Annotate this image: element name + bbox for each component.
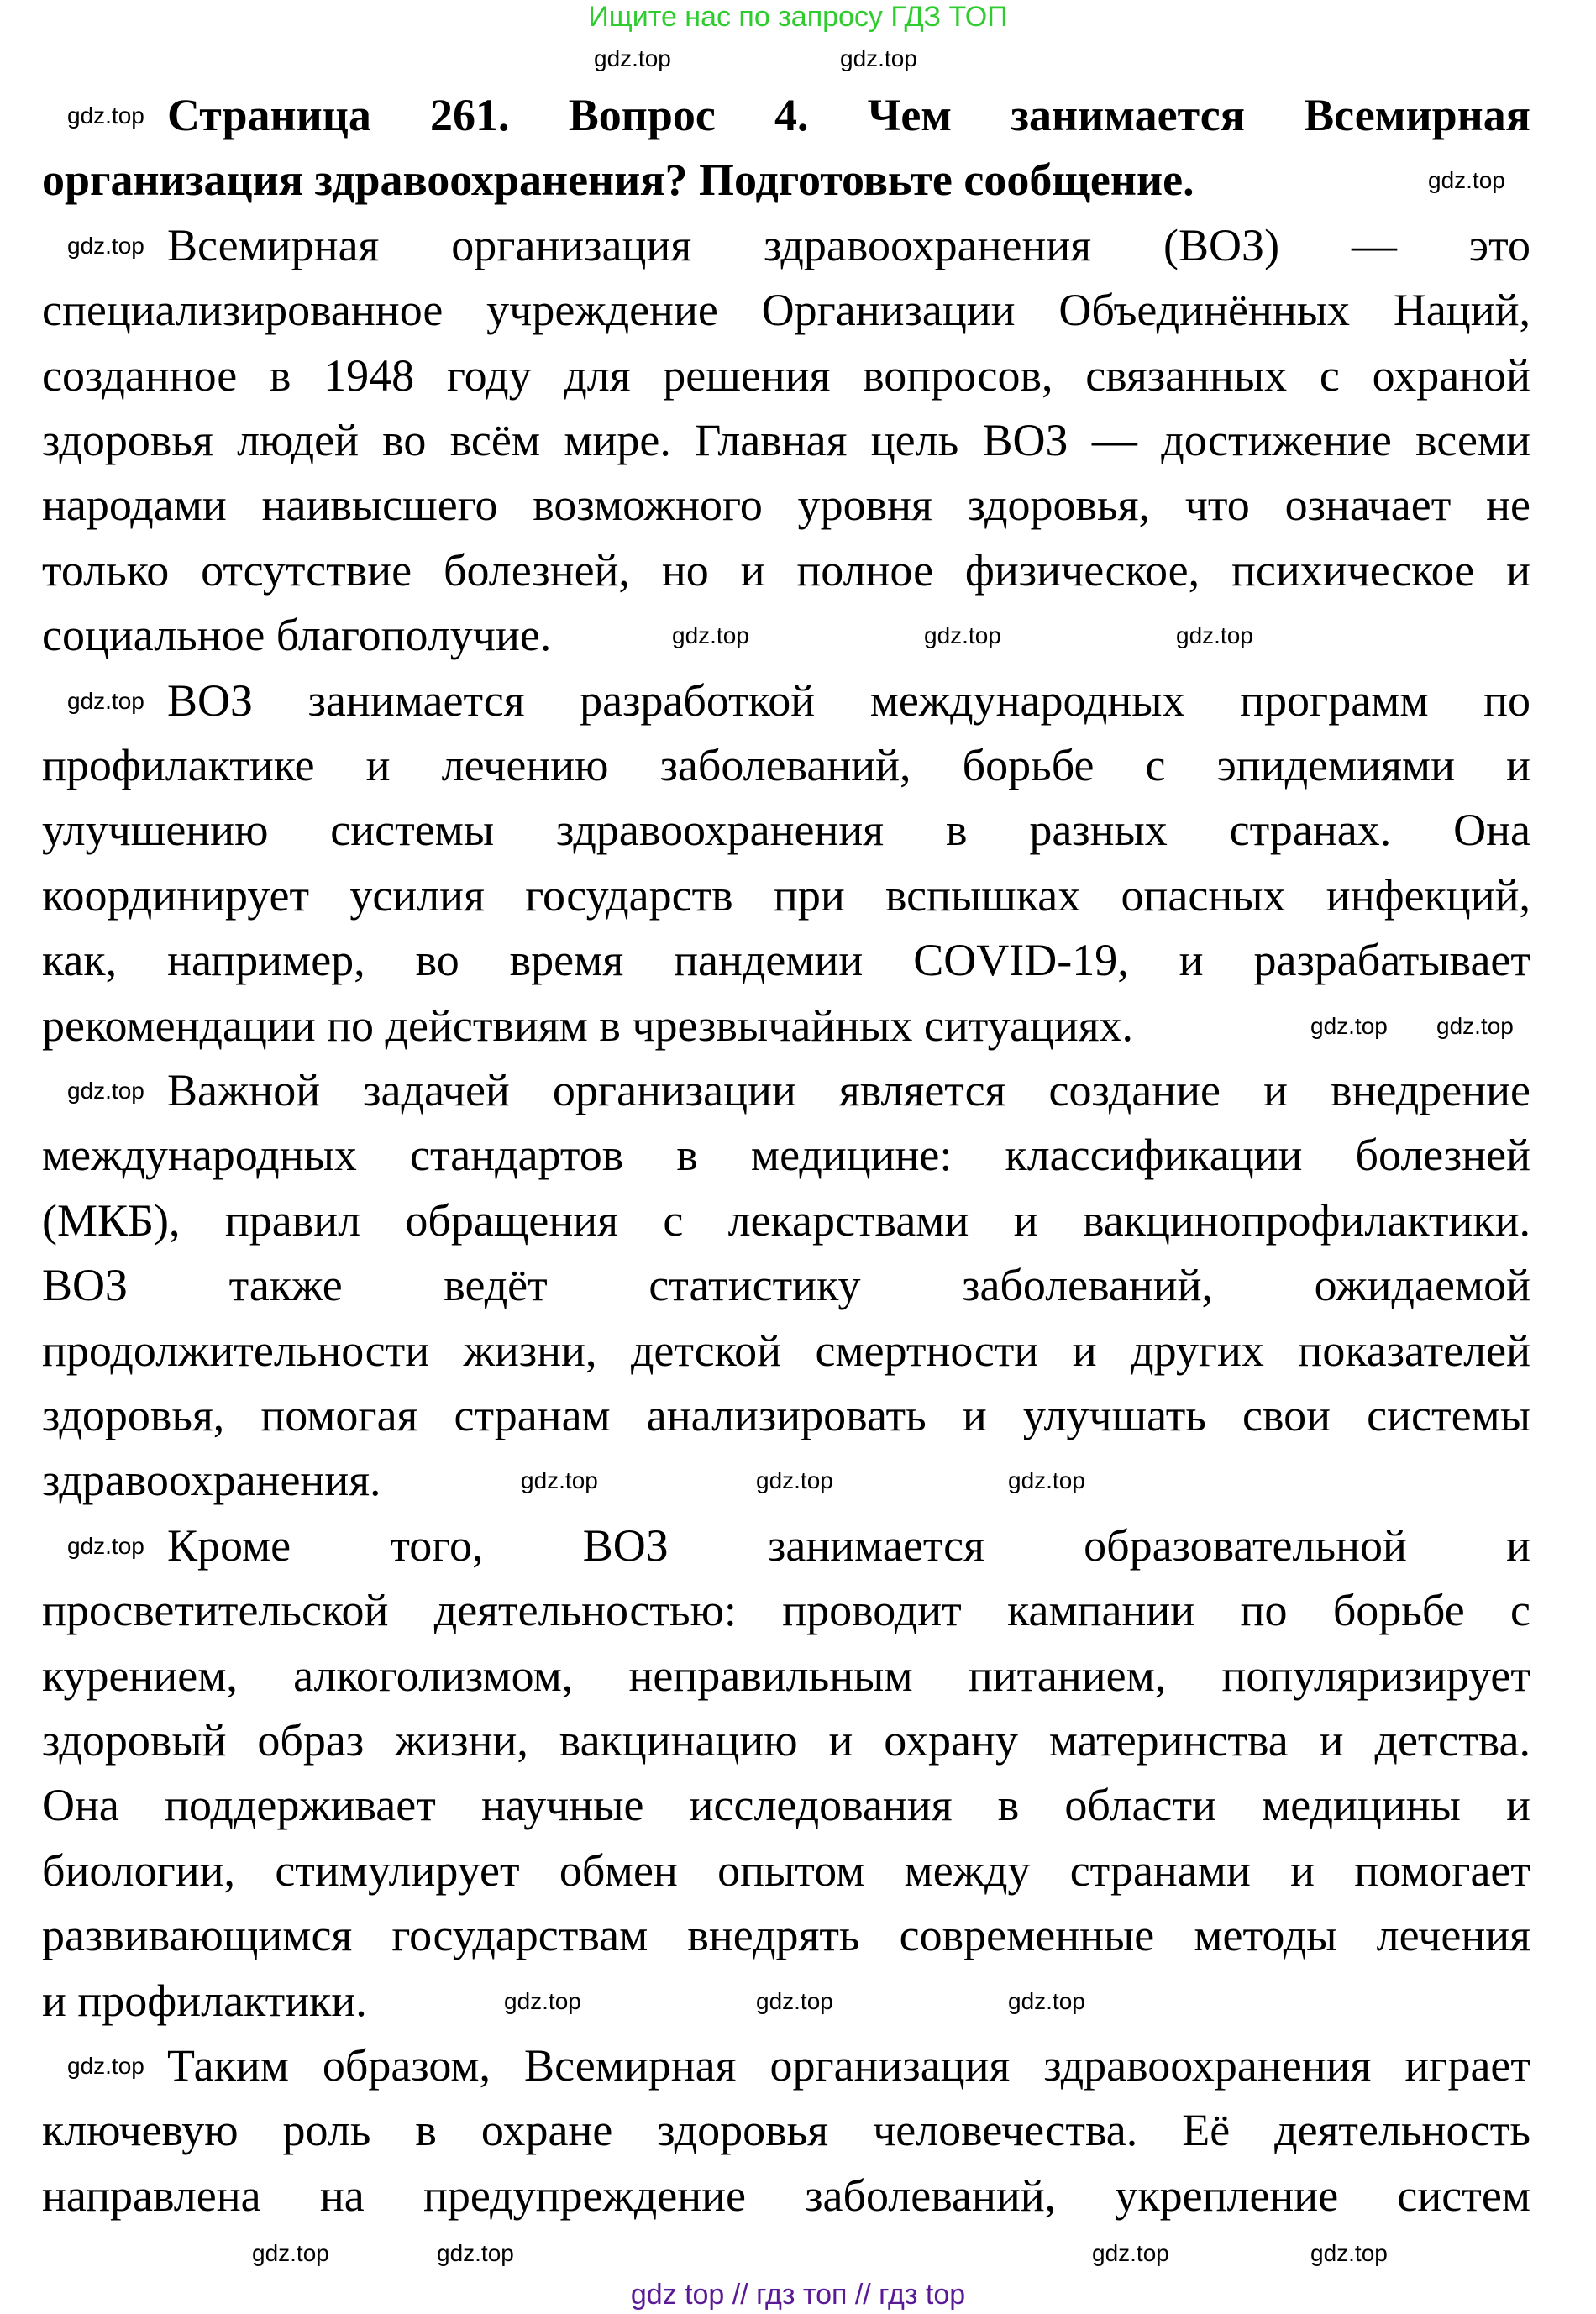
search-banner: Ищите нас по запросу ГДЗ ТОП xyxy=(588,1,1008,33)
answer-paragraph-line: Она поддерживает научные исследования в области медицины и xyxy=(42,1780,1530,1831)
answer-paragraph-line: только отсутствие болезней, но и полное физическое, психическое и xyxy=(42,544,1530,596)
answer-paragraph-line: ВОЗ занимается разработкой международных программ по xyxy=(167,674,1530,726)
answer-paragraph-line: здоровья людей во всём мире. Главная цель ВОЗ — достижение всеми xyxy=(42,415,1530,465)
answer-paragraph-line: курением, алкоголизмом, неправильным питанием, популяризирует xyxy=(42,1650,1530,1701)
gdz-watermark: gdz.top xyxy=(504,1987,581,2014)
gdz-watermark: gdz.top xyxy=(67,102,144,129)
answer-paragraph-line: созданное в 1948 году для решения вопросов, связанных с охраной xyxy=(42,349,1530,401)
gdz-watermark: gdz.top xyxy=(1008,1987,1085,2014)
answer-paragraph-line: направлена на предупреждение заболеваний, укрепление систем xyxy=(42,2170,1530,2221)
gdz-watermark: gdz.top xyxy=(521,1467,598,1494)
gdz-watermark: gdz.top xyxy=(1310,2240,1388,2266)
answer-paragraph-line: продолжительности жизни, детской смертности и других показателей xyxy=(42,1325,1530,1376)
gdz-watermark: gdz.top xyxy=(840,45,917,71)
gdz-watermark: gdz.top xyxy=(672,622,749,649)
gdz-watermark: gdz.top xyxy=(756,1987,833,2014)
gdz-watermark: gdz.top xyxy=(1008,1467,1085,1494)
gdz-watermark: gdz.top xyxy=(437,2240,514,2266)
answer-paragraph-line: (МКБ), правил обращения с лекарствами и вакцинопрофилактики. xyxy=(42,1194,1530,1246)
answer-paragraph-line: просветительской деятельностью: проводит кампании по борьбе с xyxy=(42,1585,1530,1636)
answer-paragraph-line: Таким образом, Всемирная организация здравоохранения играет xyxy=(167,2040,1530,2091)
gdz-watermark: gdz.top xyxy=(67,1078,144,1104)
answer-paragraph-line: здравоохранения. xyxy=(42,1455,381,1506)
gdz-watermark: gdz.top xyxy=(756,1467,833,1494)
gdz-watermark: gdz.top xyxy=(1176,622,1253,649)
answer-paragraph-line: здоровья, помогая странам анализировать и улучшать свои системы xyxy=(42,1390,1530,1440)
answer-paragraph-line: ключевую роль в охране здоровья человечества. Её деятельность xyxy=(42,2105,1530,2156)
gdz-watermark: gdz.top xyxy=(67,232,144,259)
answer-paragraph-line: специализированное учреждение Организации Объединённых Наций, xyxy=(42,285,1530,336)
answer-paragraph-line: развивающимся государствам внедрять современные методы лечения xyxy=(42,1910,1530,1961)
answer-paragraph-line: народами наивысшего возможного уровня здоровья, что означает не xyxy=(42,480,1530,531)
answer-paragraph-line: Кроме того, ВОЗ занимается образовательной и xyxy=(167,1519,1530,1571)
answer-paragraph-line: Всемирная организация здравоохранения (ВОЗ) — это xyxy=(167,219,1530,270)
gdz-watermark: gdz.top xyxy=(594,45,671,71)
answer-paragraph-line: и профилактики. xyxy=(42,1975,367,2026)
gdz-watermark: gdz.top xyxy=(67,687,144,714)
gdz-watermark: gdz.top xyxy=(1436,1012,1514,1039)
answer-paragraph-line: Важной задачей организации является создание и внедрение xyxy=(167,1065,1530,1115)
gdz-watermark: gdz.top xyxy=(1092,2240,1169,2266)
answer-paragraph-line: рекомендации по действиям в чрезвычайных ситуациях. xyxy=(42,1000,1134,1051)
answer-paragraph-line: биологии, стимулирует обмен опытом между странами и помогает xyxy=(42,1844,1530,1896)
gdz-watermark: gdz.top xyxy=(924,622,1001,649)
footer-watermark: gdz top // гдз топ // гдз top xyxy=(630,2279,966,2311)
answer-paragraph-line: координирует усилия государств при вспышках опасных инфекций, xyxy=(42,869,1530,921)
answer-paragraph-line: улучшению системы здравоохранения в разных странах. Она xyxy=(42,805,1530,856)
gdz-watermark: gdz.top xyxy=(252,2240,329,2266)
answer-paragraph-line: профилактике и лечению заболеваний, борьбе с эпидемиями и xyxy=(42,740,1530,790)
answer-paragraph-line: ВОЗ также ведёт статистику заболеваний, ожидаемой xyxy=(42,1260,1530,1311)
question-title-line: Страница 261. Вопрос 4. Чем занимается Всемирная xyxy=(167,90,1530,140)
gdz-watermark: gdz.top xyxy=(67,2053,144,2079)
answer-paragraph-line: здоровый образ жизни, вакцинацию и охрану материнства и детства. xyxy=(42,1715,1530,1766)
answer-paragraph-line: социальное благополучие. xyxy=(42,610,552,661)
gdz-watermark: gdz.top xyxy=(67,1532,144,1559)
answer-paragraph-line: международных стандартов в медицине: классификации болезней xyxy=(42,1130,1530,1181)
question-title-line: организация здравоохранения? Подготовьте сообщение. xyxy=(42,155,1194,206)
gdz-watermark: gdz.top xyxy=(1310,1012,1388,1039)
answer-paragraph-line: как, например, во время пандемии COVID-19, и разрабатывает xyxy=(42,935,1530,986)
gdz-watermark: gdz.top xyxy=(1428,167,1505,194)
